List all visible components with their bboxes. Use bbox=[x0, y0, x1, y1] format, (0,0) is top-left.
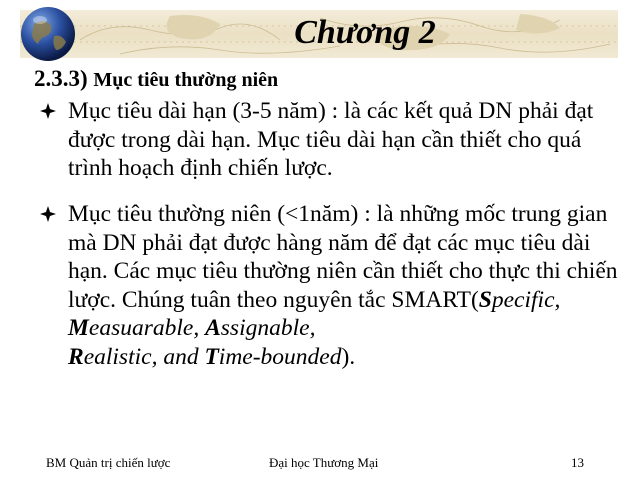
smart-separator: , bbox=[151, 343, 164, 370]
smart-letter: S bbox=[478, 286, 492, 313]
section-number: 2.3.3) bbox=[34, 66, 88, 91]
diamond-bullet-icon bbox=[40, 206, 56, 222]
diamond-bullet-icon bbox=[40, 103, 56, 119]
footer-university: Đại học Thương Mại bbox=[269, 455, 379, 470]
bullet-text-end: ). bbox=[341, 343, 356, 370]
smart-word-rest: ime-bounded bbox=[218, 343, 342, 370]
smart-letter: R bbox=[68, 343, 84, 370]
footer-course: BM Quản trị chiến lược bbox=[46, 455, 171, 470]
smart-word-rest: pecific bbox=[491, 286, 555, 313]
section-title: Mục tiêu thường niên bbox=[93, 69, 279, 91]
smart-letter: A bbox=[205, 315, 221, 341]
section-heading bbox=[34, 66, 278, 92]
smart-letter: T bbox=[204, 343, 219, 370]
smart-separator: , bbox=[193, 315, 206, 341]
smart-word-rest: ealistic bbox=[83, 343, 152, 370]
slide-title: Chương 2 bbox=[294, 14, 436, 51]
bullet-text-start: Mục tiêu thường niên (<1năm) : là những mốc trung gian mà DN phải đạt được hàng năm để đạt các mục tiêu dài hạn. Các mục tiêu thường niên cần thiết cho thực thi chiến lược. Chúng tuân theo nguyên tắc SMART( bbox=[68, 201, 618, 313]
page-number: 13 bbox=[571, 455, 584, 470]
bullet-text: Mục tiêu dài hạn (3-5 năm) : là các kết quả DN phải đạt được trong dài hạn. Mục tiêu dài hạn cần thiết cho quá trình hoạch định chiến lược. bbox=[68, 98, 594, 181]
smart-word-rest: easuarable bbox=[88, 315, 194, 341]
smart-separator: , bbox=[554, 286, 561, 313]
smart-word-rest: ssignable bbox=[220, 315, 310, 341]
smart-letter: M bbox=[68, 315, 89, 341]
smart-separator: , bbox=[309, 315, 316, 341]
bullet-text bbox=[68, 200, 624, 371]
smart-and: and bbox=[163, 343, 205, 370]
